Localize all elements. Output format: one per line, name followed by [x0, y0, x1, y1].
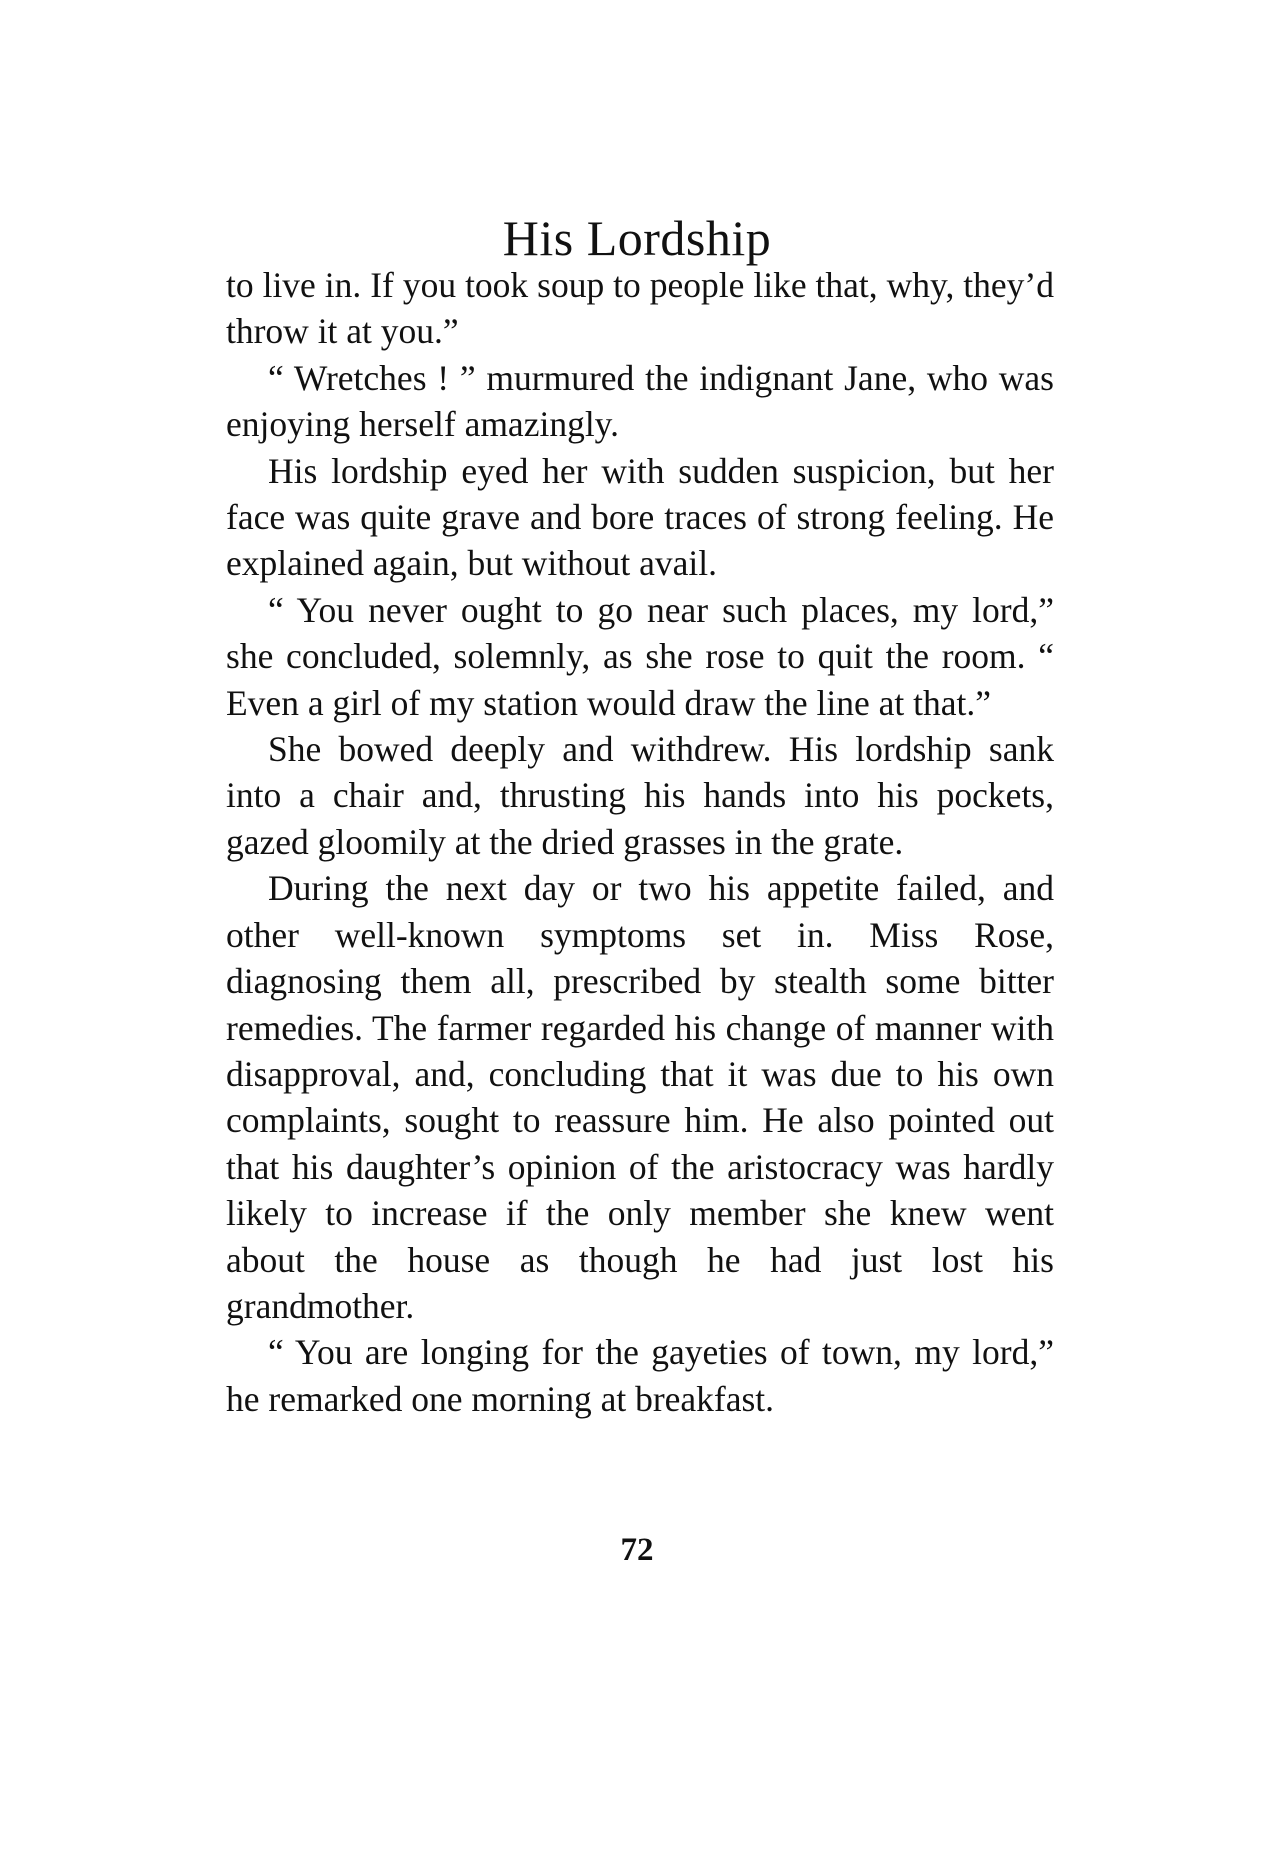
body-text: [226, 262, 1054, 1422]
paragraph-continued: to live in. If you took soup to people like that, why, they’d throw it at you.”: [226, 265, 1054, 352]
paragraph-bowed: She bowed deeply and withdrew. His lordship sank into a chair and, thrusting his hands into his pockets, gazed gloomily at the dried grasses in the grate.: [226, 729, 1054, 862]
running-head: His Lordship: [502, 210, 772, 266]
paragraph-wretches: “ Wretches ! ” murmured the indignant Jane, who was enjoying herself amazingly.: [226, 357, 1054, 445]
paragraph-gayeties: “ You are longing for the gayeties of town, my lord,” he remarked one morning at breakfast.: [226, 1332, 1054, 1419]
paragraph-never-ought: “ You never ought to go near such places, my lord,” she concluded, solemnly, as she rose to quit the room. “ Even a girl of my station would draw the line at that.”: [226, 589, 1054, 723]
page-number: 72: [620, 1532, 654, 1568]
paragraph-suspicion: His lordship eyed her with sudden suspicion, but her face was quite grave and bore traces of strong feeling. He explained again, but without avail.: [226, 450, 1054, 584]
paragraph-appetite: During the next day or two his appetite failed, and other well-known symptoms set in. Miss Rose, diagnosing them all, prescribed by stealth some bitter remedies. The farmer regarded his change of manner with disapproval, and, concluding that it was due to his own complaints, sought to reassure him. He also pointed out that his daughter’s opinion of the aristocracy was hardly likely to increase if the only member she knew went about the house as though he had just lost his grandmother.: [226, 868, 1054, 1326]
